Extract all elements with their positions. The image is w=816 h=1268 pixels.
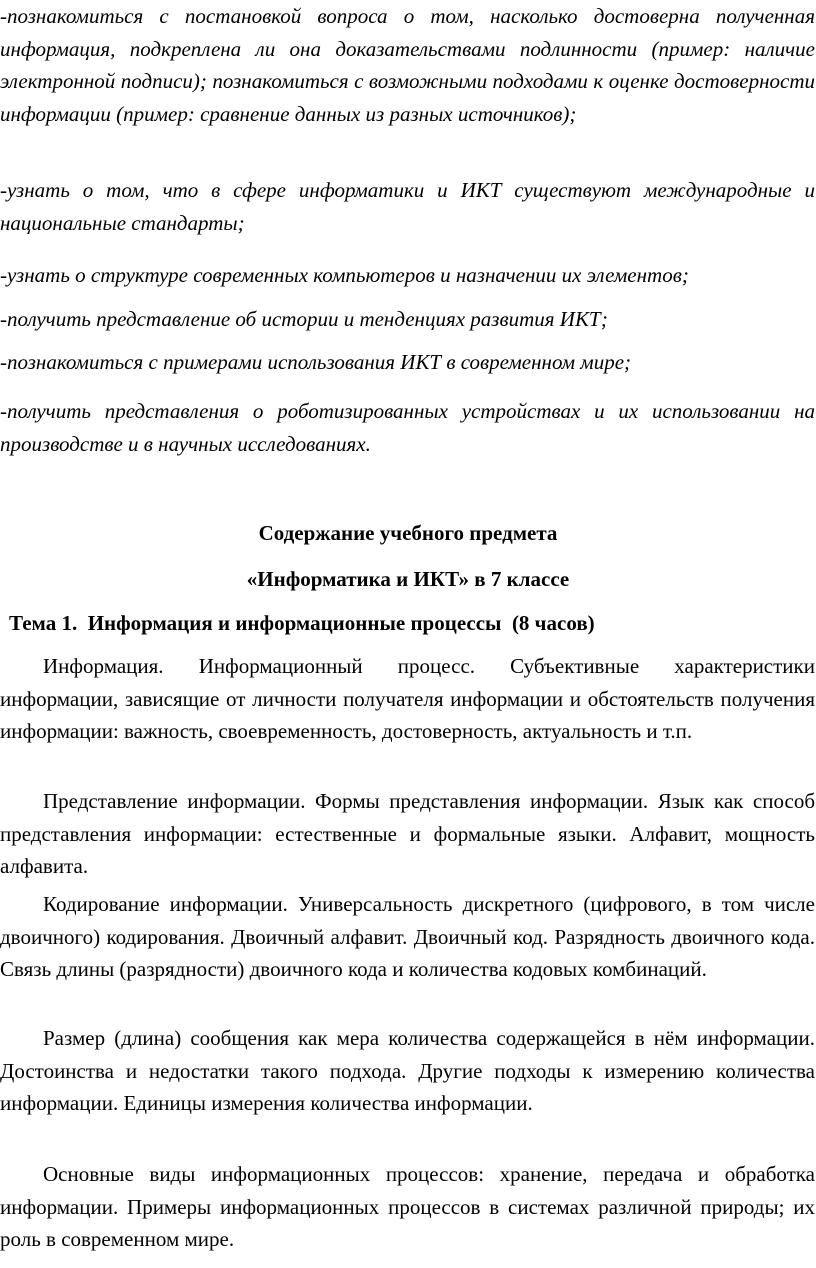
body-paragraph-representation: Представление информации. Формы представления информации. Язык как способ представления информации: естественные и формальные языки. Алфавит, мощность алфавита. [0, 789, 815, 878]
section-heading-line1: Содержание учебного предмета [258, 521, 558, 545]
section-heading-line2: «Информатика и ИКТ» в 7 классе [246, 567, 570, 591]
body-paragraph-information: Информация. Информационный процесс. Субъективные характеристики информации, зависящие от личности получателя информации и обстоятельств получения информации: важность, своевременность, достоверность, актуальность и т.п. [0, 654, 815, 743]
topic-title: Тема 1. Информация и информационные процессы (8 часов) [9, 611, 595, 635]
goal-item-robotics: -получить представления о роботизированных устройствах и их использовании на производстве и в научных исследованиях. [0, 399, 815, 456]
goal-item-ict-history: -получить представление об истории и тенденциях развития ИКТ; [0, 307, 608, 331]
goal-item-ict-examples: -познакомиться с примерами использования ИКТ в современном мире; [0, 350, 632, 374]
goal-item-standards: -узнать о том, что в сфере информатики и ИКТ существуют международные и национальные стандарты; [0, 178, 815, 235]
goal-item-computer-structure: -узнать о структуре современных компьютеров и назначении их элементов; [0, 263, 689, 287]
body-paragraph-message-size: Размер (длина) сообщения как мера количества содержащейся в нём информации. Достоинства и недостатки такого подхода. Другие подходы к измерению количества информации. Единицы измерения количества информации. [0, 1026, 815, 1115]
body-paragraph-processes: Основные виды информационных процессов: хранение, передача и обработка информации. Примеры информационных процессов в системах различной природы; их роль в современном мире. [0, 1162, 815, 1251]
body-paragraph-encoding: Кодирование информации. Универсальность дискретного (цифрового, в том числе двоичного) кодирования. Двоичный алфавит. Двоичный код. Разрядность двоичного кода. Связь длины (разрядности) двоичного кода и количества кодовых комбинаций. [0, 892, 815, 981]
goal-item-reliability: -познакомиться с постановкой вопроса о том, насколько достоверна полученная информация, подкреплена ли она доказательствами подлинности (пример: наличие электронной подписи); познакомиться с возможными подходами к оценке достоверности информации (пример: сравнение данных из разных источников); [0, 4, 815, 126]
